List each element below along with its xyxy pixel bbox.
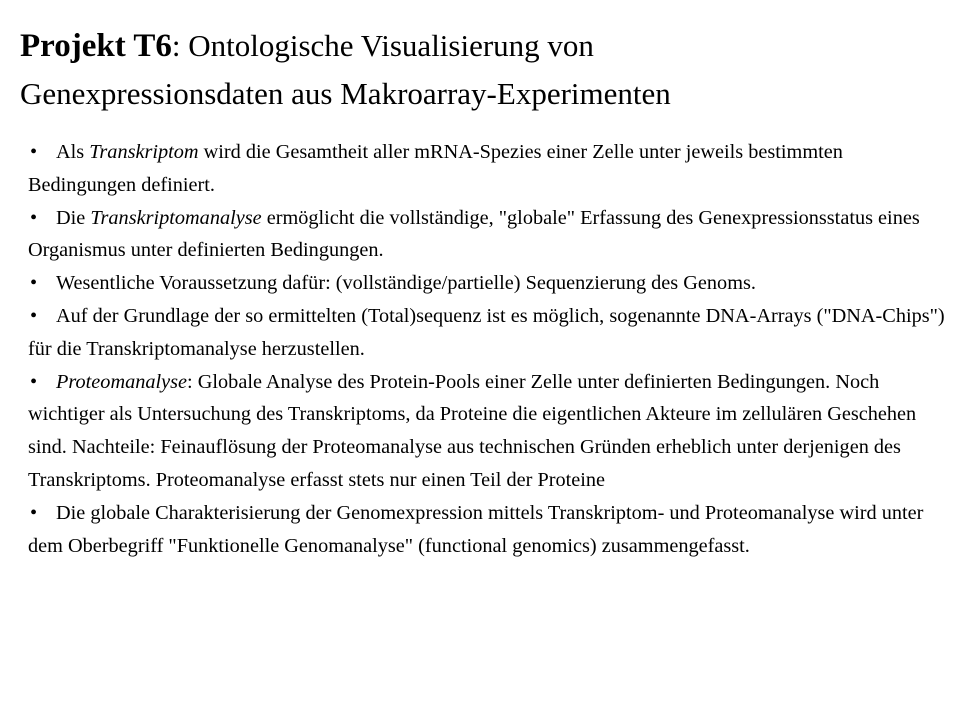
bullet-text-pre: Die: [56, 206, 91, 229]
bullet-text-pre: Auf der Grundlage der so ermittelten (Total)sequenz ist es möglich, sogenannte DNA-Arrays ("DNA-Chips") für die Transkriptomanalyse herzustellen.: [28, 304, 945, 360]
bullet-text-post: ermöglicht die vollständige, "globale" Erfassung des Genexpressionsstatus eines Organismus unter definierten Bedingungen.: [28, 206, 920, 262]
slide-title: [20, 22, 940, 118]
bullet-text-pre: Die globale Charakterisierung der Genomexpression mittels Transkriptom- und Proteomanalyse wird unter dem Oberbegriff "Funktionelle Genomanalyse" (functional genomics) zusammengefasst.: [28, 501, 924, 557]
title-colon: :: [171, 28, 181, 63]
bullet-icon: •: [30, 370, 38, 393]
bullet-text-emphasis: Transkriptomanalyse: [90, 206, 262, 229]
bullet-text-pre: Als: [56, 141, 90, 163]
bullet-item: [28, 497, 956, 563]
bullet-icon: •: [30, 501, 38, 524]
bullet-item: [28, 136, 956, 202]
bullet-icon: •: [30, 206, 38, 229]
bullet-text-post: : Globale Analyse des Protein-Pools einer Zelle unter definierten Bedingungen. Noch wichtiger als Untersuchung des Transkriptoms, da Proteine die eigentlichen Akteure im zellulären Geschehen sind. Nachteile: Feinauflösung der Proteomanalyse aus technischen Gründen erheblich unter derjenigen des Transkriptoms. Proteomanalyse erfasst stets nur einen Teil der Proteine: [28, 370, 917, 491]
title-line1: Ontologische Visualisierung von: [180, 28, 594, 63]
bullet-text-emphasis: Proteomanalyse: [56, 370, 188, 393]
bullet-text-post: wird die Gesamtheit aller mRNA-Spezies einer Zelle unter jeweils bestimmten Bedingungen definiert.: [28, 141, 843, 196]
title-line2: Genexpressionsdaten aus Makroarray-Experimenten: [20, 76, 671, 111]
bullet-list: [28, 136, 956, 562]
bullet-item: [28, 366, 956, 497]
bullet-icon: •: [30, 141, 38, 163]
bullet-icon: •: [30, 272, 38, 295]
bullet-item: [28, 300, 956, 366]
bullet-item: [28, 202, 956, 268]
bullet-item: [28, 267, 956, 300]
bullet-text-pre: Wesentliche Voraussetzung dafür: (vollständige/partielle) Sequenzierung des Genoms.: [56, 272, 756, 295]
bullet-icon: •: [30, 304, 38, 327]
title-lead: Projekt T6: [20, 28, 172, 64]
bullet-text-emphasis: Transkriptom: [89, 141, 199, 163]
